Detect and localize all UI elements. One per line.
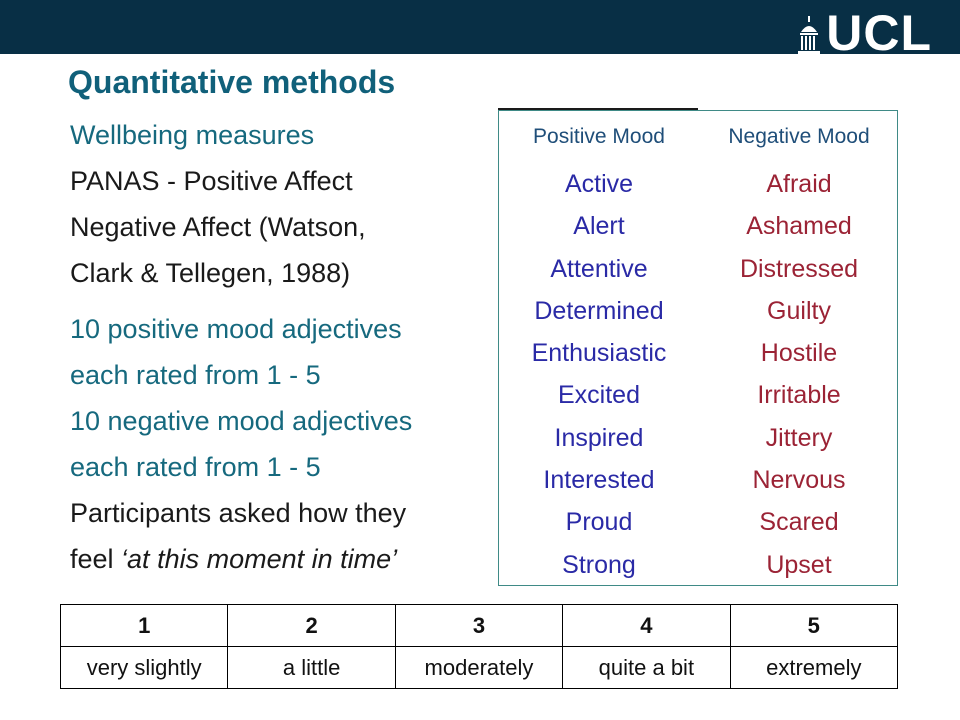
mood-table bbox=[498, 110, 898, 586]
logo-text: UCL bbox=[826, 5, 932, 61]
text-line bbox=[70, 536, 490, 582]
text-line: Participants asked how they bbox=[70, 498, 407, 528]
positive-adjective: Alert bbox=[573, 212, 625, 241]
header-bar bbox=[0, 0, 960, 61]
left-text-block bbox=[70, 112, 490, 582]
positive-adjective: Inspired bbox=[554, 423, 644, 452]
positive-column bbox=[499, 163, 699, 586]
negative-adjective: Ashamed bbox=[746, 212, 852, 241]
positive-adjective: Excited bbox=[558, 381, 640, 410]
ucl-logo bbox=[796, 4, 932, 61]
negative-adjective: Nervous bbox=[752, 466, 846, 495]
scale-number-row bbox=[61, 605, 898, 647]
positive-adjective: Enthusiastic bbox=[531, 339, 667, 368]
negative-adjective: Scared bbox=[759, 508, 839, 537]
negative-adjective: Guilty bbox=[767, 296, 831, 325]
negative-adjective: Hostile bbox=[760, 339, 838, 368]
positive-adjective: Active bbox=[564, 170, 634, 198]
text-line: each rated from 1 - 5 bbox=[70, 360, 321, 390]
scale-label: quite a bit bbox=[563, 647, 730, 689]
scale-label: very slightly bbox=[61, 647, 228, 689]
scale-label: moderately bbox=[395, 647, 562, 689]
negative-adjective: Distressed bbox=[739, 254, 859, 283]
scale-number: 3 bbox=[395, 605, 562, 647]
negative-adjective: Jittery bbox=[765, 423, 833, 452]
text-line: Clark & Tellegen, 1988) bbox=[70, 258, 351, 288]
scale-number: 5 bbox=[730, 605, 897, 647]
negative-adjective: Irritable bbox=[757, 381, 841, 410]
scale-number: 1 bbox=[61, 605, 228, 647]
text-line: 10 negative mood adjectives bbox=[70, 406, 413, 436]
ucl-dome-icon bbox=[796, 16, 822, 56]
text-line: 10 positive mood adjectives bbox=[70, 314, 402, 344]
positive-header: Positive Mood bbox=[533, 125, 665, 148]
positive-adjective: Determined bbox=[534, 296, 664, 325]
text-line: Negative Affect (Watson, bbox=[70, 212, 366, 242]
scale-number: 2 bbox=[228, 605, 395, 647]
scale-number: 4 bbox=[563, 605, 730, 647]
positive-adjective: Interested bbox=[543, 466, 655, 495]
negative-adjective: Afraid bbox=[766, 170, 832, 198]
scale-label: extremely bbox=[730, 647, 897, 689]
rating-scale-table bbox=[60, 604, 898, 689]
text-line: each rated from 1 - 5 bbox=[70, 452, 321, 482]
positive-adjective: Proud bbox=[565, 508, 633, 537]
text-line: Wellbeing measures bbox=[70, 120, 315, 150]
scale-label: a little bbox=[228, 647, 395, 689]
scale-label-row bbox=[61, 647, 898, 689]
slide-title: Quantitative methods bbox=[68, 64, 396, 100]
text-fragment: feel bbox=[70, 544, 122, 574]
positive-adjective: Attentive bbox=[550, 254, 648, 283]
text-fragment-italic: ‘at this moment in time’ bbox=[121, 544, 398, 574]
negative-column bbox=[699, 163, 899, 586]
positive-adjective: Strong bbox=[562, 550, 636, 579]
text-line: PANAS - Positive Affect bbox=[70, 166, 353, 196]
negative-adjective: Upset bbox=[766, 550, 832, 579]
negative-header: Negative Mood bbox=[728, 125, 870, 148]
